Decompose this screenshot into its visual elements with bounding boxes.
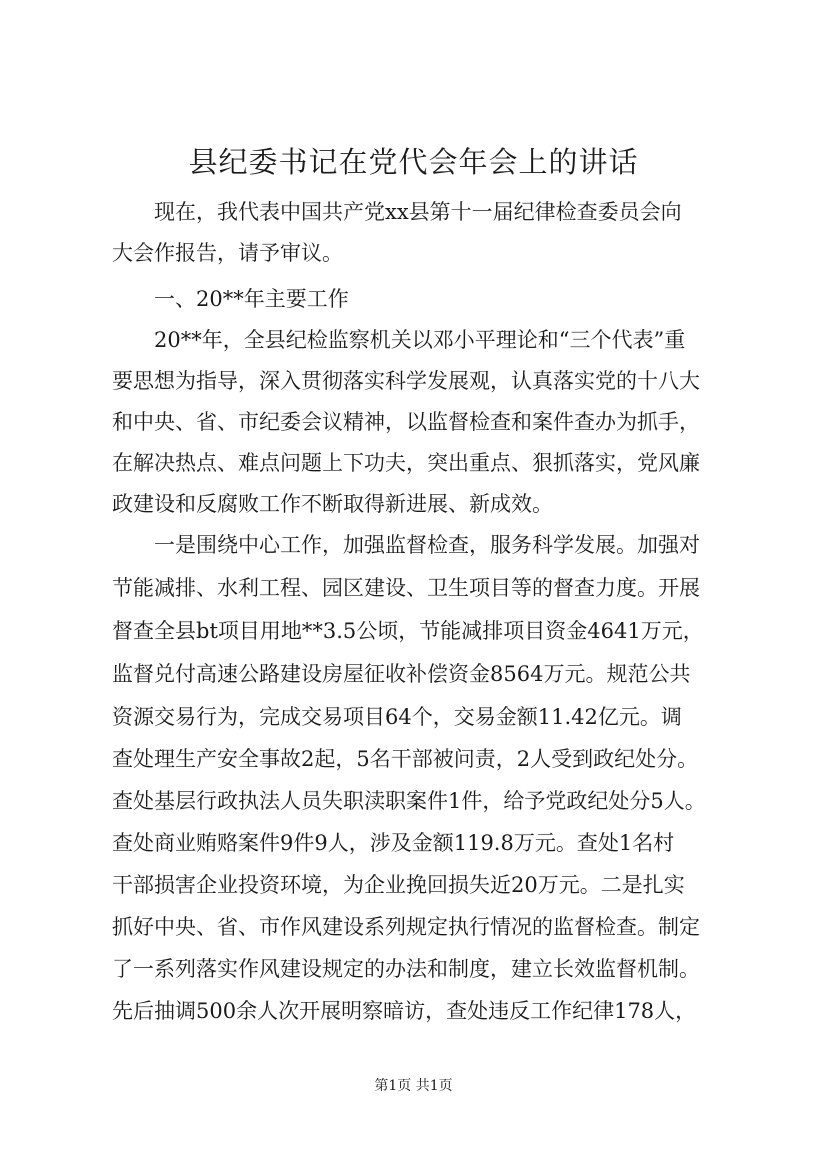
document-title: 县纪委书记在党代会年会上的讲话 bbox=[188, 145, 639, 179]
paragraph-line: 节能减排、水利工程、园区建设、卫生项目等的督查力度。开展 bbox=[112, 576, 700, 600]
paragraph-line: 和中央、省、市纪委会议精神，以监督检查和案件查办为抓手， bbox=[112, 410, 700, 434]
paragraph-line: 抓好中央、省、市作风建设系列规定执行情况的监督检查。制定 bbox=[112, 915, 700, 939]
paragraph-line: 资源交易行为，完成交易项目64个，交易金额11.42亿元。调 bbox=[112, 705, 682, 729]
paragraph-line: 查处商业贿赂案件9件9人，涉及金额119.8万元。查处1名村 bbox=[112, 831, 675, 855]
paragraph-line: 大会作报告，请予审议。 bbox=[112, 241, 343, 265]
paragraph-line: 要思想为指导，深入贯彻落实科学发展观，认真落实党的十八大 bbox=[112, 369, 700, 393]
paragraph-line: 一是围绕中心工作，加强监督检查，服务科学发展。加强对 bbox=[154, 533, 700, 557]
paragraph-line: 政建设和反腐败工作不断取得新进展、新成效。 bbox=[112, 492, 553, 516]
section-heading: 一、20**年主要工作 bbox=[154, 287, 349, 311]
paragraph-line: 在解决热点、难点问题上下功夫，突出重点、狠抓落实，党风廉 bbox=[112, 451, 700, 475]
page-footer: 第1页 共1页 bbox=[374, 1078, 453, 1094]
paragraph-line: 现在，我代表中国共产党xx县第十一届纪律检查委员会向 bbox=[154, 200, 682, 224]
paragraph-line: 督查全县bt项目用地**3.5公顷，节能减排项目资金4641万元， bbox=[112, 619, 704, 643]
paragraph-line: 了一系列落实作风建设规定的办法和制度，建立长效监督机制。 bbox=[112, 957, 700, 981]
paragraph-line: 20**年，全县纪检监察机关以邓小平理论和“三个代表”重 bbox=[154, 328, 686, 352]
paragraph-line: 查处基层行政执法人员失职渎职案件1件，给予党政纪处分5人。 bbox=[112, 789, 706, 813]
paragraph-line: 干部损害企业投资环境，为企业挽回损失近20万元。二是扎实 bbox=[112, 873, 685, 897]
paragraph-line: 监督兑付高速公路建设房屋征收补偿资金8564万元。规范公共 bbox=[112, 662, 691, 686]
paragraph-line: 先后抽调500余人次开展明察暗访，查处违反工作纪律178人， bbox=[112, 999, 697, 1023]
paragraph-line: 查处理生产安全事故2起，5名干部被问责，2人受到政纪处分。 bbox=[112, 747, 699, 771]
